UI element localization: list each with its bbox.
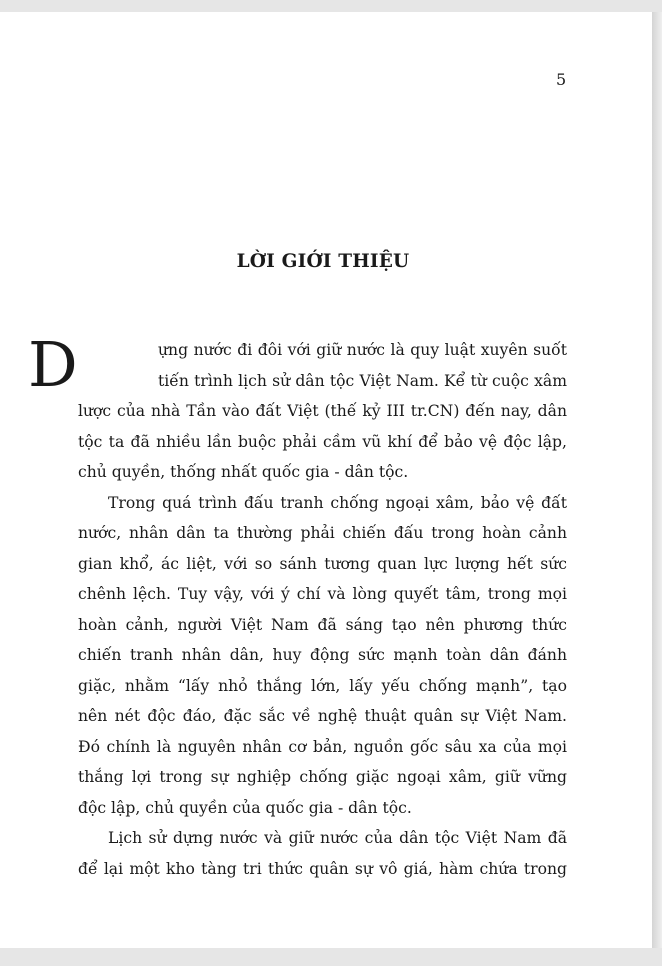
text-line: nước, nhân dân ta thường phải chiến đấu trong hoàn cảnh (78, 524, 567, 542)
text-line: ựng nước đi đôi với giữ nước là quy luật xuyên suốt (158, 341, 567, 359)
text-line: nên nét độc đáo, đặc sắc về nghệ thuật quân sự Việt Nam. (78, 707, 567, 725)
page-edge-shadow (652, 12, 662, 948)
text-line: lược của nhà Tần vào đất Việt (thế kỷ III tr.CN) đến nay, dân (78, 402, 567, 420)
text-line: độc lập, chủ quyền của quốc gia - dân tộc. (78, 798, 412, 817)
text-line: tiến trình lịch sử dân tộc Việt Nam. Kể từ cuộc xâm (158, 371, 567, 390)
text-line: tộc ta đã nhiều lần buộc phải cầm vũ khí để bảo vệ độc lập, (78, 432, 567, 451)
text-line: chiến tranh nhân dân, huy động sức mạnh toàn dân đánh (78, 646, 567, 664)
chapter-title: LỜI GIỚI THIỆU (236, 251, 410, 272)
text-line: hoàn cảnh, người Việt Nam đã sáng tạo nên phương thức (78, 615, 567, 634)
text-line: Lịch sử dựng nước và giữ nước của dân tộc Việt Nam đã (108, 829, 567, 847)
text-line: giặc, nhằm “lấy nhỏ thắng lớn, lấy yếu chống mạnh”, tạo (78, 676, 567, 695)
body-text (78, 335, 567, 884)
text-line: Trong quá trình đấu tranh chống ngoại xâm, bảo vệ đất (108, 493, 567, 512)
text-line: chênh lệch. Tuy vậy, với ý chí và lòng quyết tâm, trong mọi (78, 585, 567, 603)
text-line: Đó chính là nguyên nhân cơ bản, nguồn gốc sâu xa của mọi (78, 737, 567, 756)
drop-cap-letter: D (28, 328, 78, 401)
text-line: gian khổ, ác liệt, với so sánh tương quan lực lượng hết sức (78, 554, 567, 573)
page-number: 5 (556, 70, 567, 89)
text-line: thắng lợi trong sự nghiệp chống giặc ngoại xâm, giữ vững (78, 768, 567, 786)
text-line: để lại một kho tàng tri thức quân sự vô giá, hàm chứa trong (78, 859, 567, 878)
text-line: chủ quyền, thống nhất quốc gia - dân tộc. (78, 463, 409, 481)
